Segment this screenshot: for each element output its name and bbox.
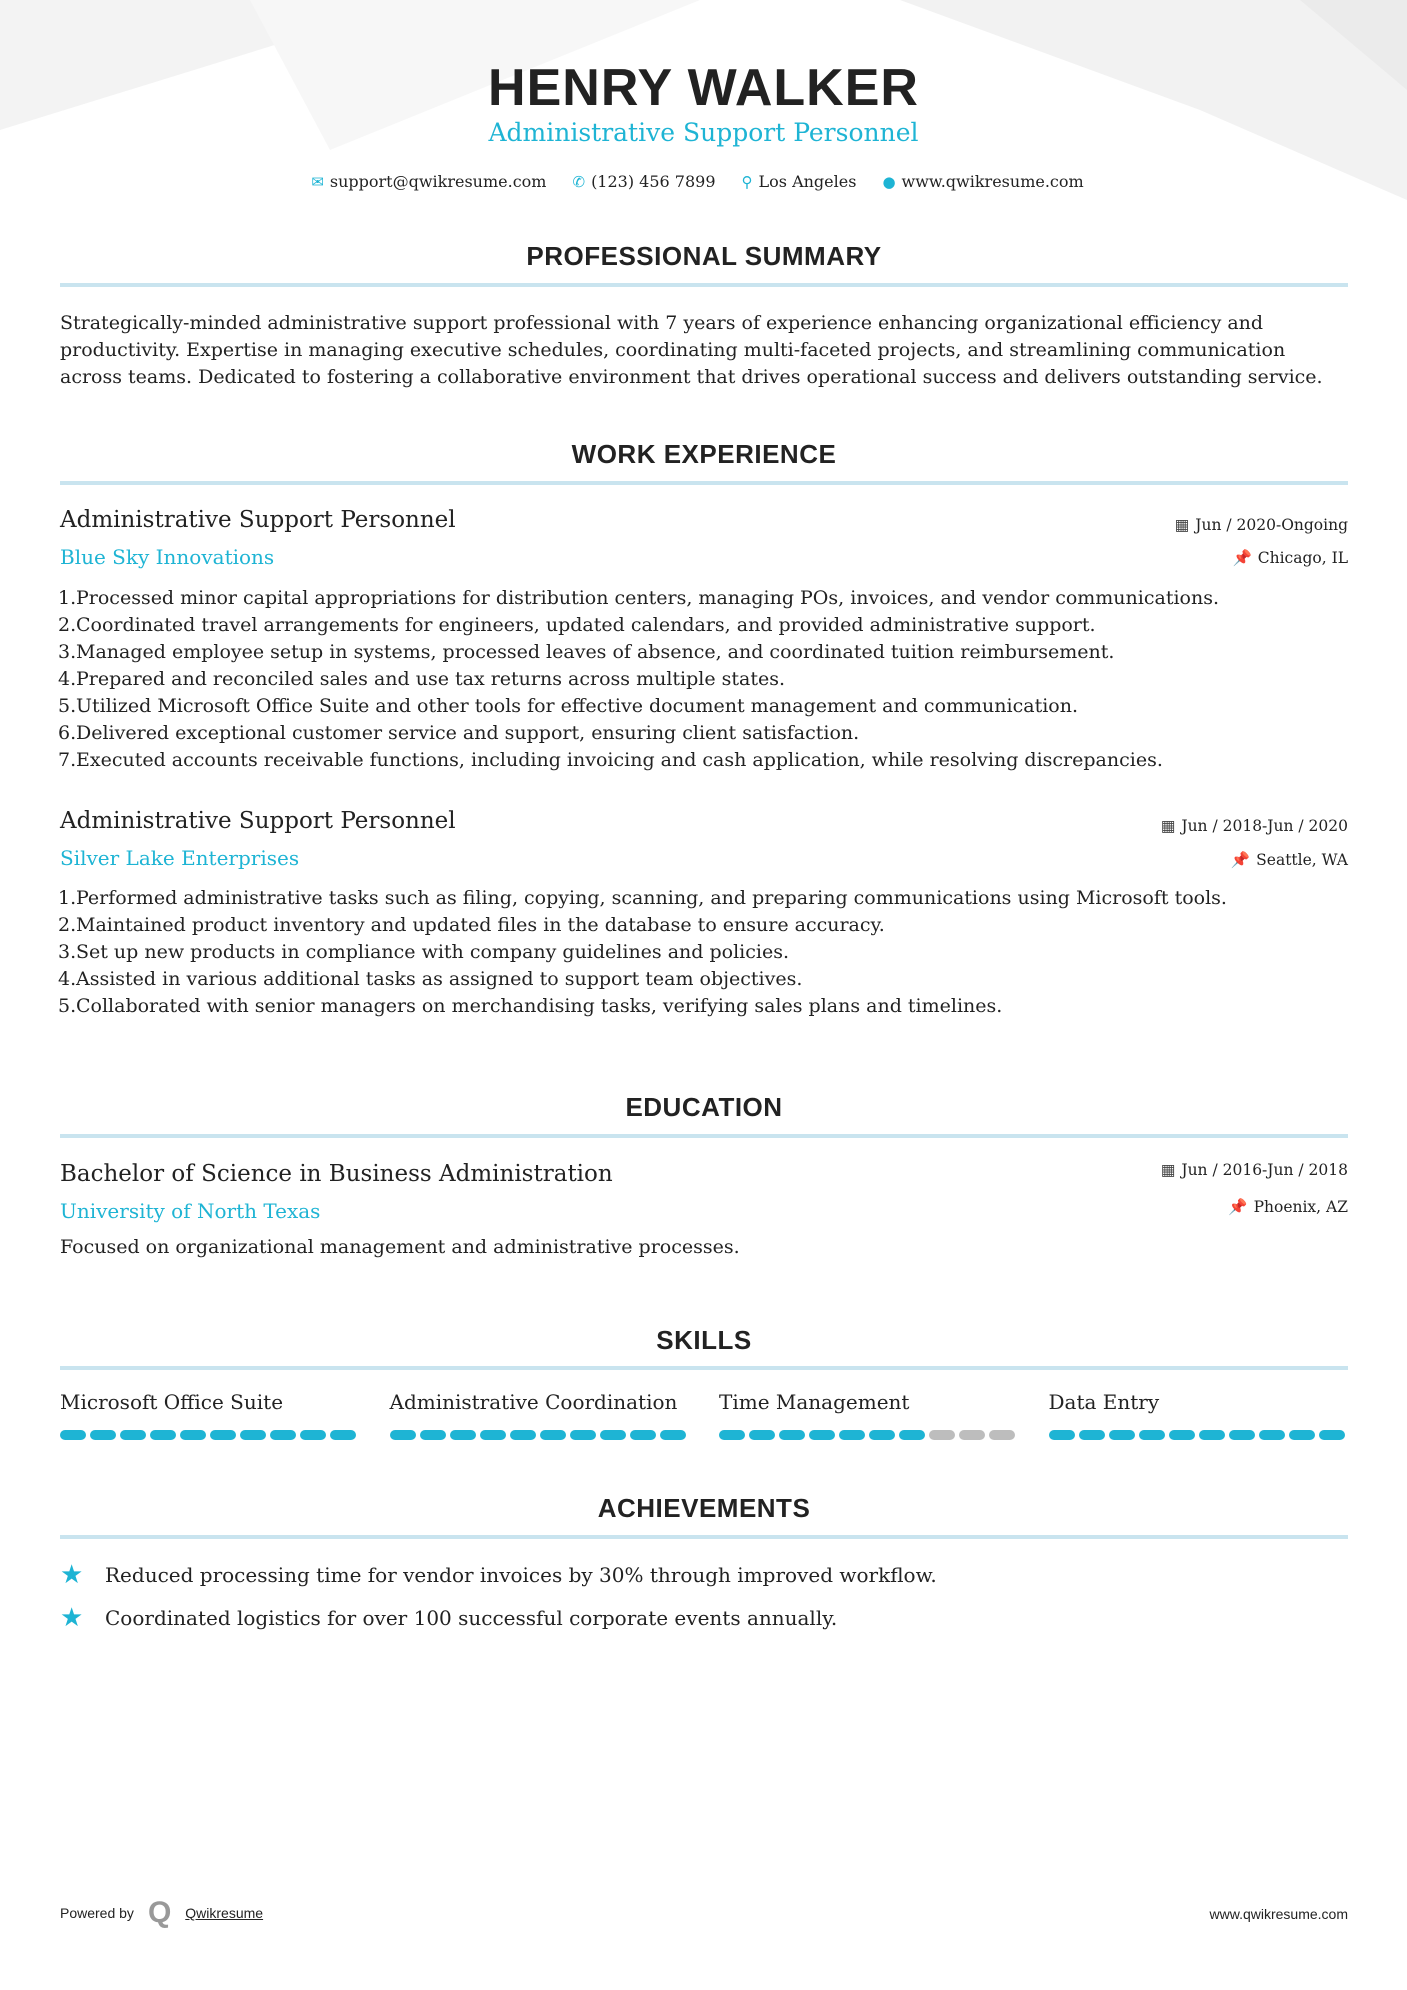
star-icon: ★ bbox=[60, 1603, 84, 1633]
education-description: Focused on organizational management and administrative processes. bbox=[60, 1236, 740, 1258]
experience-heading: WORK EXPERIENCE bbox=[571, 439, 837, 469]
globe-icon: ● bbox=[882, 173, 896, 191]
skill-level-segment bbox=[1199, 1430, 1225, 1440]
divider bbox=[60, 283, 1348, 287]
skill-level-segment bbox=[90, 1430, 116, 1440]
school-name: University of North Texas bbox=[60, 1199, 321, 1223]
skill-level-segment bbox=[180, 1430, 206, 1440]
skill-level-segment bbox=[929, 1430, 955, 1440]
skill-level-segment bbox=[210, 1430, 236, 1440]
duty-item: 5.Utilized Microsoft Office Suite and other tools for effective document management and communication. bbox=[58, 695, 1078, 717]
skill-name: Data Entry bbox=[1048, 1390, 1160, 1414]
calendar-icon: ▦ bbox=[1174, 516, 1190, 534]
skill-name: Time Management bbox=[719, 1390, 910, 1414]
candidate-name: HENRY WALKER bbox=[488, 59, 919, 117]
skill-level-segment bbox=[480, 1430, 506, 1440]
job-title: Administrative Support Personnel bbox=[60, 808, 456, 834]
skill-level-segment bbox=[60, 1430, 86, 1440]
powered-by: Powered by Q Qwikresume bbox=[60, 1896, 264, 1929]
duty-item: 4.Prepared and reconciled sales and use tax returns across multiple states. bbox=[58, 668, 786, 690]
duty-item: 7.Executed accounts receivable functions, including invoicing and cash application, while resolving discrepancies. bbox=[58, 749, 1163, 771]
skill-level-bar bbox=[719, 1430, 1019, 1440]
summary-heading: PROFESSIONAL SUMMARY bbox=[526, 241, 882, 271]
company-name: Silver Lake Enterprises bbox=[60, 846, 300, 870]
skill-level-segment bbox=[270, 1430, 296, 1440]
contact-item: ✉ support@qwikresume.com bbox=[311, 172, 547, 191]
achievement-item: ★ Reduced processing time for vendor invoices by 30% through improved workflow. bbox=[60, 1560, 937, 1590]
qwikresume-link[interactable]: Qwikresume bbox=[185, 1905, 264, 1921]
duty-item: 4.Assisted in various additional tasks as assigned to support team objectives. bbox=[58, 968, 803, 990]
divider bbox=[60, 1134, 1348, 1138]
education-location: 📌 Phoenix, AZ bbox=[1228, 1198, 1348, 1216]
skill-name: Microsoft Office Suite bbox=[60, 1390, 284, 1414]
candidate-role: Administrative Support Personnel bbox=[488, 118, 919, 147]
skill-level-segment bbox=[1109, 1430, 1135, 1440]
skills-heading: SKILLS bbox=[656, 1325, 752, 1355]
skill-level-segment bbox=[959, 1430, 985, 1440]
degree-title: Bachelor of Science in Business Administration bbox=[60, 1161, 613, 1187]
pin-icon: 📌 bbox=[1232, 549, 1252, 567]
skill-level-segment bbox=[240, 1430, 266, 1440]
skill-level-bar bbox=[60, 1430, 360, 1440]
skill-name: Administrative Coordination bbox=[389, 1390, 678, 1414]
skill-level-segment bbox=[719, 1430, 745, 1440]
duty-item: 1.Processed minor capital appropriations for distribution centers, managing POs, invoices, and vendor communications. bbox=[58, 587, 1220, 609]
skill-level-segment bbox=[779, 1430, 805, 1440]
skill-level-segment bbox=[330, 1430, 356, 1440]
skill-level-segment bbox=[1079, 1430, 1105, 1440]
contact-item: ✆ (123) 456 7899 bbox=[572, 172, 716, 191]
calendar-icon: ▦ bbox=[1160, 817, 1176, 835]
skill-level-segment bbox=[390, 1430, 416, 1440]
contact-item: ⚲ Los Angeles bbox=[741, 172, 857, 191]
duty-item: 2.Coordinated travel arrangements for engineers, updated calendars, and provided administrative support. bbox=[58, 614, 1096, 636]
skill-level-segment bbox=[120, 1430, 146, 1440]
skill-level-segment bbox=[749, 1430, 775, 1440]
summary-text: Strategically-minded administrative support professional with 7 years of experience enhancing organizational efficiency and productivity. Expertise in managing executive schedules, coordinating multi-faceted projects, and streamlining communication across teams. Dedicated to fostering a collaborative environment that drives operational success and delivers outstanding service. bbox=[60, 312, 1323, 388]
job-date: ▦ Jun / 2018-Jun / 2020 bbox=[1160, 817, 1348, 835]
duty-item: 6.Delivered exceptional customer service and support, ensuring client satisfaction. bbox=[58, 722, 860, 744]
job-location: 📌 Chicago, IL bbox=[1232, 549, 1348, 567]
job-location: 📌 Seattle, WA bbox=[1230, 851, 1348, 869]
skill-level-segment bbox=[1289, 1430, 1315, 1440]
skill-item bbox=[60, 1390, 360, 1440]
skill-level-segment bbox=[1319, 1430, 1345, 1440]
company-name: Blue Sky Innovations bbox=[60, 545, 275, 569]
achievements-heading: ACHIEVEMENTS bbox=[597, 1493, 811, 1523]
skill-level-segment bbox=[450, 1430, 476, 1440]
pin-icon: 📌 bbox=[1230, 851, 1251, 869]
achievement-item: ★ Coordinated logistics for over 100 successful corporate events annually. bbox=[60, 1603, 838, 1633]
skill-level-segment bbox=[510, 1430, 536, 1440]
skill-level-segment bbox=[1229, 1430, 1255, 1440]
contact-item: ● www.qwikresume.com bbox=[882, 172, 1084, 191]
qwikresume-logo-icon: Q bbox=[147, 1896, 172, 1929]
skill-level-segment bbox=[1169, 1430, 1195, 1440]
duty-item: 1.Performed administrative tasks such as filing, copying, scanning, and preparing communications using Microsoft tools. bbox=[58, 887, 1227, 909]
skill-item bbox=[390, 1390, 690, 1440]
education-date: ▦ Jun / 2016-Jun / 2018 bbox=[1160, 1161, 1348, 1179]
divider bbox=[60, 1366, 1348, 1370]
skill-level-segment bbox=[300, 1430, 326, 1440]
duty-item: 2.Maintained product inventory and updated files in the database to ensure accuracy. bbox=[58, 914, 885, 936]
skill-level-segment bbox=[660, 1430, 686, 1440]
phone-icon: ✆ bbox=[572, 173, 586, 191]
job-title: Administrative Support Personnel bbox=[60, 507, 456, 533]
skill-level-segment bbox=[1259, 1430, 1285, 1440]
skill-level-segment bbox=[600, 1430, 626, 1440]
job-duties-list bbox=[60, 585, 1350, 774]
pin-icon: 📌 bbox=[1228, 1198, 1248, 1216]
skill-level-bar bbox=[1049, 1430, 1349, 1440]
job-date: ▦ Jun / 2020-Ongoing bbox=[1174, 516, 1348, 534]
skill-level-segment bbox=[869, 1430, 895, 1440]
skill-item bbox=[719, 1390, 1019, 1440]
skill-level-segment bbox=[540, 1430, 566, 1440]
star-icon: ★ bbox=[60, 1560, 84, 1590]
duty-item: 3.Set up new products in compliance with company guidelines and policies. bbox=[58, 941, 789, 963]
skill-level-segment bbox=[899, 1430, 925, 1440]
duty-item: 3.Managed employee setup in systems, processed leaves of absence, and coordinated tuition reimbursement. bbox=[58, 641, 1115, 663]
skill-item bbox=[1049, 1390, 1349, 1440]
map-marker-icon: ⚲ bbox=[741, 173, 753, 191]
skill-level-segment bbox=[1049, 1430, 1075, 1440]
skill-level-segment bbox=[150, 1430, 176, 1440]
skill-level-segment bbox=[570, 1430, 596, 1440]
envelope-icon: ✉ bbox=[311, 173, 324, 191]
calendar-icon: ▦ bbox=[1160, 1161, 1176, 1179]
divider bbox=[60, 481, 1348, 485]
duty-item: 5.Collaborated with senior managers on merchandising tasks, verifying sales plans and timelines. bbox=[58, 995, 1003, 1017]
contact-bar bbox=[0, 172, 1407, 191]
skill-level-bar bbox=[390, 1430, 690, 1440]
skill-level-segment bbox=[989, 1430, 1015, 1440]
job-duties-list bbox=[60, 885, 1350, 1020]
divider bbox=[60, 1535, 1348, 1539]
skill-level-segment bbox=[630, 1430, 656, 1440]
footer-site: www.qwikresume.com bbox=[1209, 1906, 1348, 1922]
skill-level-segment bbox=[1139, 1430, 1165, 1440]
skill-level-segment bbox=[809, 1430, 835, 1440]
education-heading: EDUCATION bbox=[625, 1092, 783, 1122]
skill-level-segment bbox=[420, 1430, 446, 1440]
skill-level-segment bbox=[839, 1430, 865, 1440]
